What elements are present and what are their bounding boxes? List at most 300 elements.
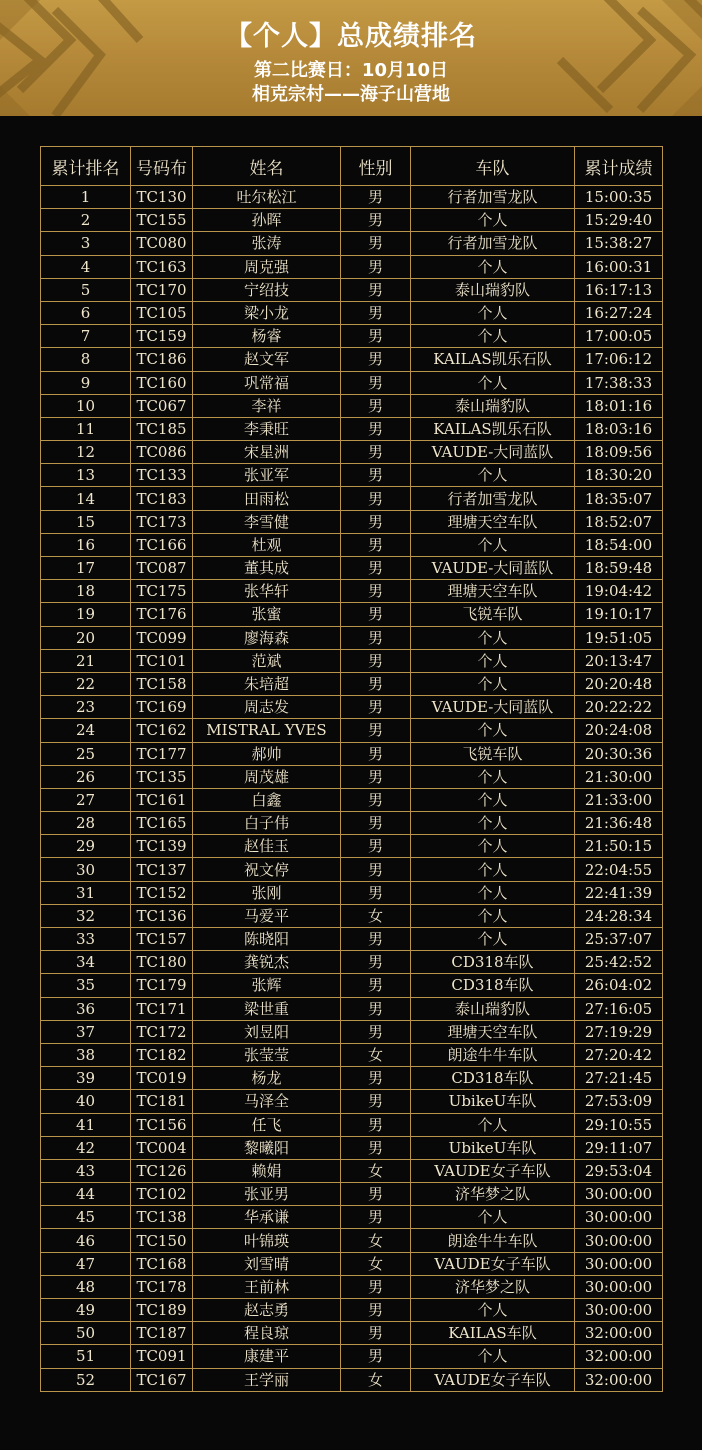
rank-cell: 40 — [41, 1090, 131, 1113]
rank-cell: 2 — [41, 209, 131, 232]
rank-cell: 42 — [41, 1136, 131, 1159]
rank-cell: 21 — [41, 649, 131, 672]
rank-cell: 18 — [41, 580, 131, 603]
time-cell: 18:52:07 — [575, 510, 663, 533]
name-cell: 张蜜 — [193, 603, 341, 626]
time-cell: 16:17:13 — [575, 278, 663, 301]
table-row — [41, 928, 663, 951]
table-row — [41, 765, 663, 788]
time-cell: 20:22:22 — [575, 696, 663, 719]
bib-cell: TC169 — [131, 696, 193, 719]
table-row — [41, 788, 663, 811]
time-cell: 18:09:56 — [575, 441, 663, 464]
page-title: 【个人】总成绩排名 — [225, 21, 477, 52]
header-banner — [0, 0, 702, 116]
name-cell: 张亚军 — [193, 464, 341, 487]
team-cell: 个人 — [411, 928, 575, 951]
time-cell: 21:36:48 — [575, 812, 663, 835]
table-row — [41, 580, 663, 603]
team-cell: 个人 — [411, 255, 575, 278]
time-cell: 18:59:48 — [575, 557, 663, 580]
rank-cell: 16 — [41, 533, 131, 556]
table-row — [41, 719, 663, 742]
team-cell: 济华梦之队 — [411, 1275, 575, 1298]
bib-cell: TC086 — [131, 441, 193, 464]
name-cell: 赵志勇 — [193, 1299, 341, 1322]
team-cell: 个人 — [411, 1345, 575, 1368]
table-row — [41, 1183, 663, 1206]
gender-cell: 男 — [341, 557, 411, 580]
team-cell: VAUDE女子车队 — [411, 1368, 575, 1391]
table-row — [41, 186, 663, 209]
header-team: 车队 — [411, 147, 575, 186]
name-cell: 张亚男 — [193, 1183, 341, 1206]
team-cell: VAUDE女子车队 — [411, 1159, 575, 1182]
time-cell: 21:30:00 — [575, 765, 663, 788]
table-row — [41, 325, 663, 348]
rank-cell: 38 — [41, 1043, 131, 1066]
rank-cell: 8 — [41, 348, 131, 371]
name-cell: 龚锐杰 — [193, 951, 341, 974]
team-cell: CD318车队 — [411, 974, 575, 997]
gender-cell: 男 — [341, 1020, 411, 1043]
time-cell: 17:06:12 — [575, 348, 663, 371]
name-cell: 白子伟 — [193, 812, 341, 835]
gender-cell: 男 — [341, 696, 411, 719]
gender-cell: 男 — [341, 1206, 411, 1229]
gender-cell: 男 — [341, 1299, 411, 1322]
time-cell: 21:50:15 — [575, 835, 663, 858]
time-cell: 32:00:00 — [575, 1368, 663, 1391]
gender-cell: 男 — [341, 580, 411, 603]
table-row — [41, 255, 663, 278]
table-row — [41, 603, 663, 626]
table-row — [41, 1322, 663, 1345]
rank-cell: 32 — [41, 904, 131, 927]
name-cell: 杜观 — [193, 533, 341, 556]
time-cell: 20:24:08 — [575, 719, 663, 742]
bib-cell: TC189 — [131, 1299, 193, 1322]
rank-cell: 23 — [41, 696, 131, 719]
bib-cell: TC102 — [131, 1183, 193, 1206]
name-cell: 巩常福 — [193, 371, 341, 394]
time-cell: 27:16:05 — [575, 997, 663, 1020]
gender-cell: 男 — [341, 186, 411, 209]
team-cell: 个人 — [411, 533, 575, 556]
name-cell: 李祥 — [193, 394, 341, 417]
gender-cell: 男 — [341, 278, 411, 301]
table-row — [41, 557, 663, 580]
bib-cell: TC186 — [131, 348, 193, 371]
table-row — [41, 1229, 663, 1252]
name-cell: 叶锦瑛 — [193, 1229, 341, 1252]
rank-cell: 50 — [41, 1322, 131, 1345]
rank-cell: 45 — [41, 1206, 131, 1229]
table-row — [41, 441, 663, 464]
rank-cell: 48 — [41, 1275, 131, 1298]
name-cell: 张涛 — [193, 232, 341, 255]
team-cell: 个人 — [411, 325, 575, 348]
gender-cell: 男 — [341, 510, 411, 533]
table-row — [41, 1090, 663, 1113]
bib-cell: TC181 — [131, 1090, 193, 1113]
team-cell: 泰山瑞豹队 — [411, 997, 575, 1020]
bib-cell: TC173 — [131, 510, 193, 533]
table-row — [41, 1020, 663, 1043]
team-cell: 个人 — [411, 1206, 575, 1229]
team-cell: 个人 — [411, 649, 575, 672]
table-row — [41, 881, 663, 904]
table-row — [41, 1345, 663, 1368]
time-cell: 15:00:35 — [575, 186, 663, 209]
rank-cell: 51 — [41, 1345, 131, 1368]
name-cell: 张莹莹 — [193, 1043, 341, 1066]
team-cell: 个人 — [411, 672, 575, 695]
rank-cell: 17 — [41, 557, 131, 580]
time-cell: 30:00:00 — [575, 1183, 663, 1206]
name-cell: 张辉 — [193, 974, 341, 997]
rank-cell: 27 — [41, 788, 131, 811]
gender-cell: 男 — [341, 881, 411, 904]
name-cell: 刘雪晴 — [193, 1252, 341, 1275]
bib-cell: TC162 — [131, 719, 193, 742]
time-cell: 27:20:42 — [575, 1043, 663, 1066]
rank-cell: 20 — [41, 626, 131, 649]
gender-cell: 男 — [341, 1067, 411, 1090]
table-row — [41, 1113, 663, 1136]
gender-cell: 女 — [341, 1229, 411, 1252]
rank-cell: 29 — [41, 835, 131, 858]
rank-cell: 11 — [41, 417, 131, 440]
gender-cell: 男 — [341, 255, 411, 278]
table-row — [41, 394, 663, 417]
bib-cell: TC178 — [131, 1275, 193, 1298]
bib-cell: TC133 — [131, 464, 193, 487]
name-cell: 赵佳玉 — [193, 835, 341, 858]
gender-cell: 男 — [341, 301, 411, 324]
time-cell: 20:13:47 — [575, 649, 663, 672]
table-row — [41, 1043, 663, 1066]
team-cell: UbikeU车队 — [411, 1136, 575, 1159]
gender-cell: 男 — [341, 1183, 411, 1206]
bib-cell: TC171 — [131, 997, 193, 1020]
table-row — [41, 301, 663, 324]
name-cell: 白鑫 — [193, 788, 341, 811]
team-cell: CD318车队 — [411, 951, 575, 974]
time-cell: 30:00:00 — [575, 1299, 663, 1322]
gender-cell: 男 — [341, 417, 411, 440]
table-row — [41, 1067, 663, 1090]
rank-cell: 9 — [41, 371, 131, 394]
gender-cell: 女 — [341, 1368, 411, 1391]
bib-cell: TC105 — [131, 301, 193, 324]
time-cell: 16:27:24 — [575, 301, 663, 324]
bib-cell: TC161 — [131, 788, 193, 811]
bib-cell: TC172 — [131, 1020, 193, 1043]
bib-cell: TC159 — [131, 325, 193, 348]
bib-cell: TC187 — [131, 1322, 193, 1345]
gender-cell: 男 — [341, 1113, 411, 1136]
bib-cell: TC170 — [131, 278, 193, 301]
name-cell: 朱培超 — [193, 672, 341, 695]
gender-cell: 男 — [341, 951, 411, 974]
rank-cell: 49 — [41, 1299, 131, 1322]
bib-cell: TC126 — [131, 1159, 193, 1182]
team-cell: KAILAS凯乐石队 — [411, 417, 575, 440]
bib-cell: TC101 — [131, 649, 193, 672]
name-cell: 周茂雄 — [193, 765, 341, 788]
table-row — [41, 974, 663, 997]
team-cell: 朗途牛牛车队 — [411, 1043, 575, 1066]
rank-cell: 14 — [41, 487, 131, 510]
rank-cell: 24 — [41, 719, 131, 742]
name-cell: 任飞 — [193, 1113, 341, 1136]
name-cell: 吐尔松江 — [193, 186, 341, 209]
gender-cell: 男 — [341, 1136, 411, 1159]
name-cell: 陈晓阳 — [193, 928, 341, 951]
rank-cell: 34 — [41, 951, 131, 974]
name-cell: 梁小龙 — [193, 301, 341, 324]
rank-cell: 46 — [41, 1229, 131, 1252]
gender-cell: 男 — [341, 788, 411, 811]
rank-cell: 10 — [41, 394, 131, 417]
team-cell: 理塘天空车队 — [411, 510, 575, 533]
name-cell: 周克强 — [193, 255, 341, 278]
bib-cell: TC150 — [131, 1229, 193, 1252]
rank-cell: 13 — [41, 464, 131, 487]
team-cell: 个人 — [411, 788, 575, 811]
time-cell: 27:53:09 — [575, 1090, 663, 1113]
team-cell: CD318车队 — [411, 1067, 575, 1090]
gender-cell: 男 — [341, 1322, 411, 1345]
team-cell: 个人 — [411, 858, 575, 881]
name-cell: 宁绍技 — [193, 278, 341, 301]
rank-cell: 19 — [41, 603, 131, 626]
bib-cell: TC167 — [131, 1368, 193, 1391]
table-row — [41, 696, 663, 719]
rank-cell: 5 — [41, 278, 131, 301]
team-cell: 个人 — [411, 812, 575, 835]
rank-cell: 30 — [41, 858, 131, 881]
time-cell: 30:00:00 — [575, 1206, 663, 1229]
bib-cell: TC156 — [131, 1113, 193, 1136]
name-cell: 张华轩 — [193, 580, 341, 603]
time-cell: 19:51:05 — [575, 626, 663, 649]
gender-cell: 男 — [341, 325, 411, 348]
table-row — [41, 1136, 663, 1159]
table-row — [41, 1368, 663, 1391]
name-cell: MISTRAL YVES — [193, 719, 341, 742]
bib-cell: TC182 — [131, 1043, 193, 1066]
gender-cell: 男 — [341, 464, 411, 487]
team-cell: 朗途牛牛车队 — [411, 1229, 575, 1252]
bib-cell: TC099 — [131, 626, 193, 649]
rank-cell: 33 — [41, 928, 131, 951]
bib-cell: TC152 — [131, 881, 193, 904]
bib-cell: TC166 — [131, 533, 193, 556]
time-cell: 24:28:34 — [575, 904, 663, 927]
table-row — [41, 1206, 663, 1229]
team-cell: 飞锐车队 — [411, 603, 575, 626]
table-row — [41, 835, 663, 858]
bib-cell: TC177 — [131, 742, 193, 765]
time-cell: 18:54:00 — [575, 533, 663, 556]
gender-cell: 男 — [341, 603, 411, 626]
bib-cell: TC004 — [131, 1136, 193, 1159]
bib-cell: TC165 — [131, 812, 193, 835]
gender-cell: 女 — [341, 1043, 411, 1066]
team-cell: 济华梦之队 — [411, 1183, 575, 1206]
table-row — [41, 812, 663, 835]
bib-cell: TC138 — [131, 1206, 193, 1229]
time-cell: 25:37:07 — [575, 928, 663, 951]
name-cell: 赵文军 — [193, 348, 341, 371]
rank-cell: 35 — [41, 974, 131, 997]
gender-cell: 男 — [341, 626, 411, 649]
name-cell: 田雨松 — [193, 487, 341, 510]
gender-cell: 女 — [341, 904, 411, 927]
team-cell: 泰山瑞豹队 — [411, 394, 575, 417]
table-row — [41, 510, 663, 533]
table-header-row — [41, 147, 663, 186]
bib-cell: TC067 — [131, 394, 193, 417]
time-cell: 18:35:07 — [575, 487, 663, 510]
table-row — [41, 1299, 663, 1322]
team-cell: 个人 — [411, 719, 575, 742]
gender-cell: 男 — [341, 719, 411, 742]
name-cell: 刘昱阳 — [193, 1020, 341, 1043]
name-cell: 李雪健 — [193, 510, 341, 533]
team-cell: 行者加雪龙队 — [411, 487, 575, 510]
table-row — [41, 858, 663, 881]
name-cell: 程良琼 — [193, 1322, 341, 1345]
table-row — [41, 1275, 663, 1298]
rank-cell: 44 — [41, 1183, 131, 1206]
time-cell: 17:38:33 — [575, 371, 663, 394]
gender-cell: 男 — [341, 997, 411, 1020]
gender-cell: 男 — [341, 487, 411, 510]
time-cell: 27:21:45 — [575, 1067, 663, 1090]
table-row — [41, 278, 663, 301]
bib-cell: TC135 — [131, 765, 193, 788]
name-cell: 马泽全 — [193, 1090, 341, 1113]
gender-cell: 男 — [341, 1275, 411, 1298]
bib-cell: TC185 — [131, 417, 193, 440]
time-cell: 22:04:55 — [575, 858, 663, 881]
rank-cell: 39 — [41, 1067, 131, 1090]
rank-cell: 22 — [41, 672, 131, 695]
time-cell: 16:00:31 — [575, 255, 663, 278]
team-cell: 个人 — [411, 371, 575, 394]
time-cell: 32:00:00 — [575, 1322, 663, 1345]
time-cell: 17:00:05 — [575, 325, 663, 348]
name-cell: 马爱平 — [193, 904, 341, 927]
name-cell: 杨睿 — [193, 325, 341, 348]
time-cell: 20:30:36 — [575, 742, 663, 765]
team-cell: VAUDE女子车队 — [411, 1252, 575, 1275]
team-cell: 个人 — [411, 626, 575, 649]
rank-cell: 7 — [41, 325, 131, 348]
table-row — [41, 464, 663, 487]
table-row — [41, 672, 663, 695]
rank-cell: 37 — [41, 1020, 131, 1043]
table-row — [41, 417, 663, 440]
time-cell: 15:38:27 — [575, 232, 663, 255]
team-cell: 泰山瑞豹队 — [411, 278, 575, 301]
gender-cell: 男 — [341, 533, 411, 556]
team-cell: KAILAS凯乐石队 — [411, 348, 575, 371]
time-cell: 26:04:02 — [575, 974, 663, 997]
gender-cell: 男 — [341, 835, 411, 858]
bib-cell: TC160 — [131, 371, 193, 394]
time-cell: 21:33:00 — [575, 788, 663, 811]
team-cell: 个人 — [411, 1299, 575, 1322]
table-row — [41, 997, 663, 1020]
table-row — [41, 904, 663, 927]
time-cell: 20:20:48 — [575, 672, 663, 695]
table-row — [41, 348, 663, 371]
bib-cell: TC155 — [131, 209, 193, 232]
bib-cell: TC130 — [131, 186, 193, 209]
team-cell: UbikeU车队 — [411, 1090, 575, 1113]
gender-cell: 男 — [341, 348, 411, 371]
route-subtitle: 相克宗村——海子山营地 — [252, 84, 450, 105]
name-cell: 宋星洲 — [193, 441, 341, 464]
bib-cell: TC163 — [131, 255, 193, 278]
time-cell: 29:10:55 — [575, 1113, 663, 1136]
bib-cell: TC091 — [131, 1345, 193, 1368]
table-row — [41, 371, 663, 394]
name-cell: 李秉旺 — [193, 417, 341, 440]
bib-cell: TC019 — [131, 1067, 193, 1090]
ranking-table — [40, 146, 663, 1392]
rank-cell: 4 — [41, 255, 131, 278]
bib-cell: TC175 — [131, 580, 193, 603]
bib-cell: TC158 — [131, 672, 193, 695]
rank-cell: 31 — [41, 881, 131, 904]
rank-cell: 41 — [41, 1113, 131, 1136]
rank-cell: 36 — [41, 997, 131, 1020]
time-cell: 29:11:07 — [575, 1136, 663, 1159]
name-cell: 康建平 — [193, 1345, 341, 1368]
team-cell: 行者加雪龙队 — [411, 186, 575, 209]
name-cell: 孙晖 — [193, 209, 341, 232]
gender-cell: 男 — [341, 812, 411, 835]
time-cell: 18:01:16 — [575, 394, 663, 417]
name-cell: 赖娟 — [193, 1159, 341, 1182]
team-cell: 个人 — [411, 765, 575, 788]
gender-cell: 男 — [341, 1090, 411, 1113]
rank-cell: 28 — [41, 812, 131, 835]
team-cell: 个人 — [411, 464, 575, 487]
team-cell: 个人 — [411, 209, 575, 232]
time-cell: 18:30:20 — [575, 464, 663, 487]
table-row — [41, 626, 663, 649]
gender-cell: 男 — [341, 441, 411, 464]
bib-cell: TC176 — [131, 603, 193, 626]
rank-cell: 26 — [41, 765, 131, 788]
bib-cell: TC183 — [131, 487, 193, 510]
team-cell: 行者加雪龙队 — [411, 232, 575, 255]
gender-cell: 女 — [341, 1252, 411, 1275]
gender-cell: 男 — [341, 672, 411, 695]
gender-cell: 男 — [341, 649, 411, 672]
header-bib: 号码布 — [131, 147, 193, 186]
time-cell: 25:42:52 — [575, 951, 663, 974]
team-cell: 个人 — [411, 835, 575, 858]
name-cell: 祝文停 — [193, 858, 341, 881]
time-cell: 22:41:39 — [575, 881, 663, 904]
